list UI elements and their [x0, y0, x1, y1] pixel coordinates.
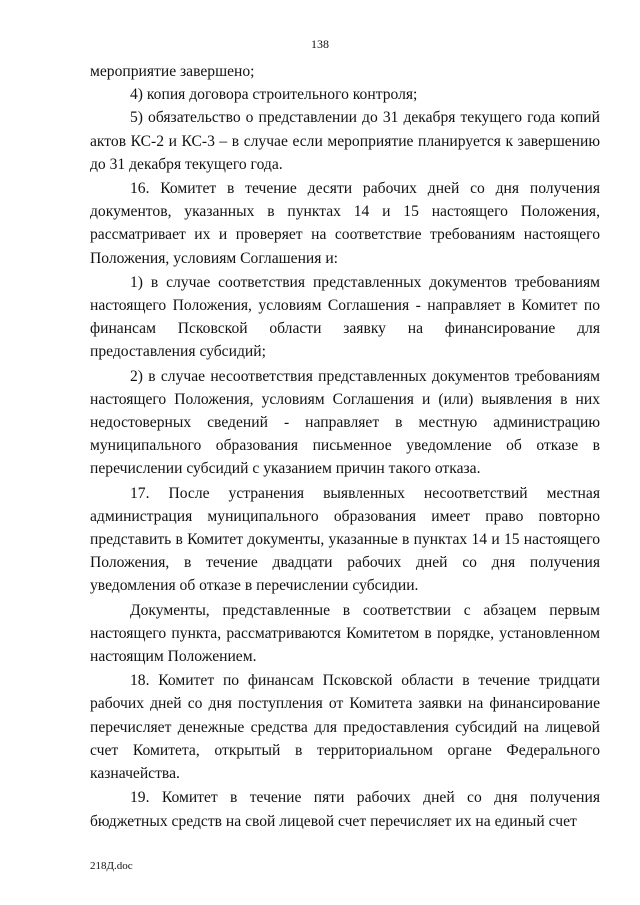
document-body: [90, 60, 600, 833]
paragraph-clause-16-item-2: 2) в случае несоответствия представленных документов требованиям настоящего Положения, условиям Соглашения и (или) выявления в них недостоверных сведений - направляет в местную администрацию муниципального образования письменное уведомление об отказе в перечислении субсидий с указанием причин такого отказа.: [90, 367, 600, 478]
paragraph-clause-17: 17. После устранения выявленных несоответствий местная администрация муниципального образования имеет право повторно представить в Комитет документы, указанные в пунктах 14 и 15 настоящего Положения, в течение двадцати рабочих дней со дня получения уведомления об отказе в перечислении субсидии.: [90, 484, 600, 595]
paragraph-clause-17-documents: Документы, представленные в соответствии с абзацем первым настоящего пункта, рассматриваются Комитетом в порядке, установленном настоящим Положением.: [90, 601, 600, 666]
paragraph-clause-18: 18. Комитет по финансам Псковской области в течение тридцати рабочих дней со дня поступления от Комитета заявки на финансирование перечисляет денежные средства для предоставления субсидий на лицевой счет Комитета, открытый в территориальном органе Федерального казначейства.: [90, 672, 600, 783]
paragraph-clause-16-item-1: 1) в случае соответствия представленных документов требованиям настоящего Положения, условиям Соглашения - направляет в Комитет по финансам Псковской области заявку на финансирование для предоставления субсидий;: [90, 273, 600, 361]
paragraph-clause-16: 16. Комитет в течение десяти рабочих дней со дня получения документов, указанных в пунктах 14 и 15 настоящего Положения, рассматривает их и проверяет на соответствие требованиям настоящего Положения, условиям Соглашения и:: [90, 180, 600, 267]
footer-filename: 218Д.doc: [90, 860, 133, 872]
paragraph-item-4: 4) копия договора строительного контроля;: [130, 86, 418, 104]
paragraph-continuation: мероприятие завершено;: [90, 63, 255, 80]
paragraph-clause-19: 19. Комитет в течение пяти рабочих дней со дня получения бюджетных средств на свой лицевой счет перечисляет их на единый счет: [90, 789, 600, 830]
page-number: 138: [311, 37, 329, 51]
paragraph-item-5: 5) обязательство о представлении до 31 декабря текущего года копий актов КС-2 и КС-3 – в случае если мероприятие планируется к завершению до 31 декабря текущего года.: [90, 109, 600, 173]
